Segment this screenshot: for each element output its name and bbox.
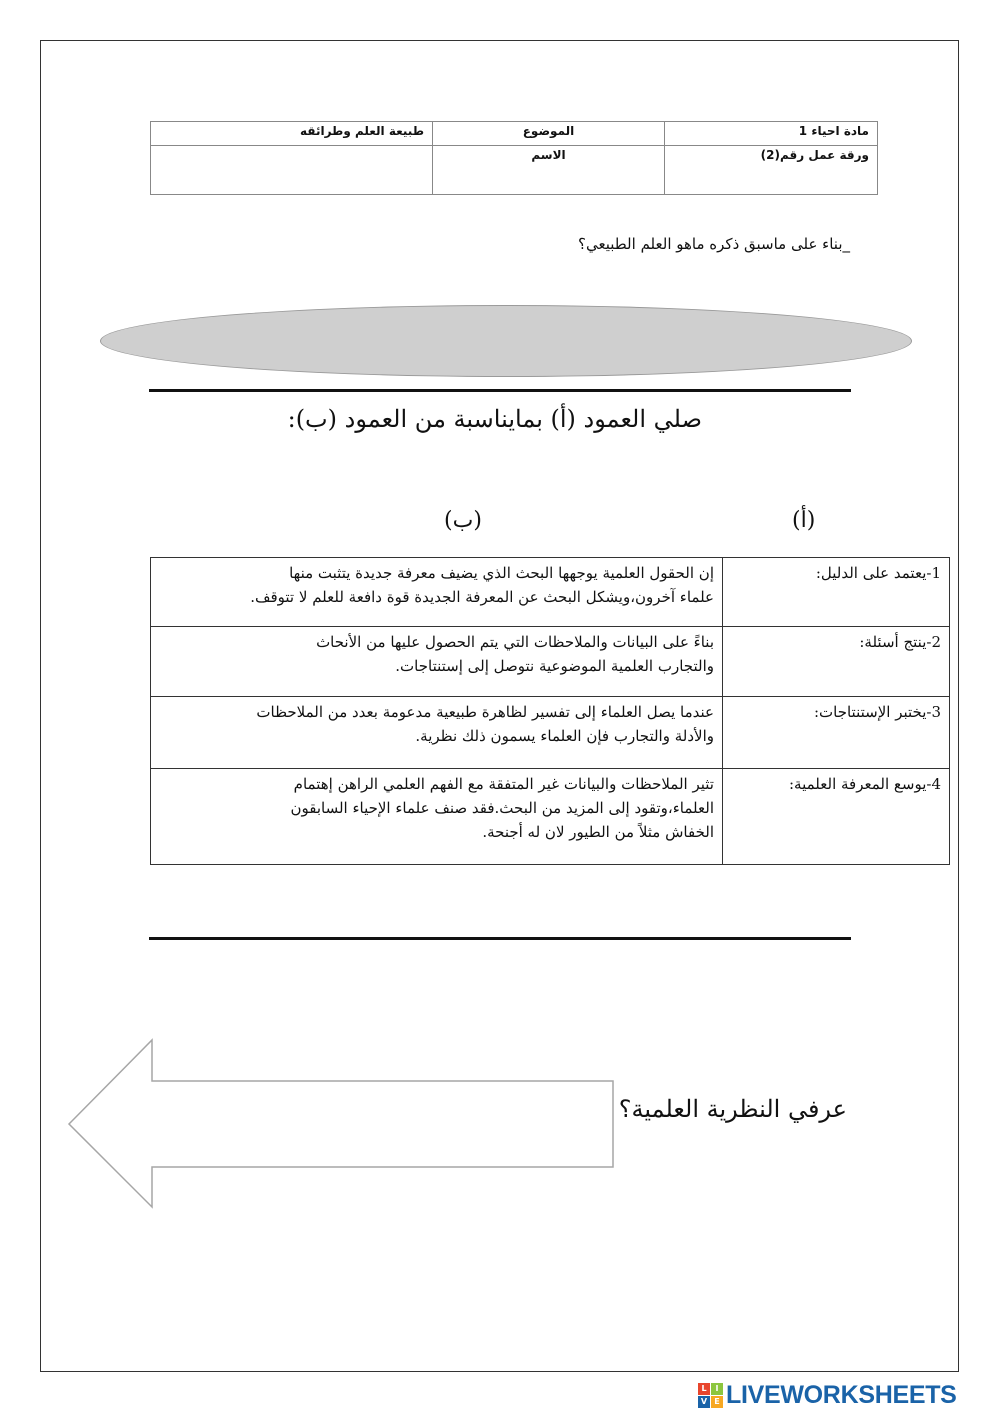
logo-letter: I [711,1383,723,1395]
column-a-item[interactable]: 3-يختبر الإستنتاجات: [723,697,950,769]
definition-line: العلماء،وتقود إلى المزيد من البحث.فقد صنف علماء الإحياء السابقون [290,799,714,817]
divider-top [149,389,851,392]
topic-label-cell: الموضوع [433,122,665,146]
column-a-heading: (أ) [792,508,816,533]
definition-line: بناءً على البيانات والملاحظات التي يتم الحصول عليها من الأنحاث [316,633,714,651]
topic-value-cell: طبيعة العلم وطرائقه [151,122,433,146]
name-input-cell[interactable] [151,146,433,195]
matching-row [151,697,950,769]
matching-table [150,557,950,865]
definition-line: تثير الملاحظات والبيانات غير المتفقة مع الفهم العلمي الراهن إهتمام [293,775,714,793]
definition-line: إن الحقول العلمية يوجهها البحث الذي يضيف معرفة جديدة يتثبت منها [289,564,714,582]
question-natural-science: _بناء على ماسبق ذكره ماهو العلم الطبيعي؟ [578,235,850,253]
matching-row [151,558,950,627]
logo-letter: V [698,1396,710,1408]
subject-cell: مادة احياء 1 [665,122,878,146]
definition-line: والتجارب العلمية الموضوعية نتوصل إلى إستنتاجات. [395,657,714,675]
logo-letter: E [711,1396,723,1408]
header-table [150,121,878,195]
column-b-item[interactable] [151,627,723,697]
name-label-cell: الاسم [433,146,665,195]
worksheet-number-cell: ورقة عمل رقم(2) [665,146,878,195]
divider-bottom [149,937,851,940]
definition-line: الخفاش مثلاً من الطيور لان له أجنحة. [482,823,714,841]
answer-field-natural-science[interactable] [100,305,912,377]
logo-letter: L [698,1383,710,1395]
column-a-item[interactable]: 2-ينتج أسئلة: [723,627,950,697]
logo-text: LIVEWORKSHEETS [726,1380,957,1409]
matching-row [151,769,950,865]
definition-line: والأدلة والتجارب فإن العلماء يسمون ذلك نظرية. [415,727,714,745]
column-b-item[interactable] [151,558,723,627]
definition-line: علماء آخرون،ويشكل البحث عن المعرفة الجديدة قوة دافعة للعلم لا تتوقف. [250,588,714,606]
definition-line: عندما يصل العلماء إلى تفسير لظاهرة طبيعية مدعومة بعدد من الملاحظات [256,703,714,721]
column-a-item[interactable]: 4-يوسع المعرفة العلمية: [723,769,950,865]
column-b-heading: (ب) [444,508,482,533]
column-b-item[interactable] [151,769,723,865]
column-b-item[interactable] [151,697,723,769]
matching-row [151,627,950,697]
liveworksheets-logo [698,1380,957,1410]
answer-field-scientific-theory[interactable] [155,1084,610,1164]
matching-title: صلي العمود (أ) بمايناسبة من العمود (ب): [287,405,702,433]
question-scientific-theory: عرفي النظرية العلمية؟ [618,1095,847,1123]
column-a-item[interactable]: 1-يعتمد على الدليل: [723,558,950,627]
logo-mark-icon [698,1383,723,1408]
